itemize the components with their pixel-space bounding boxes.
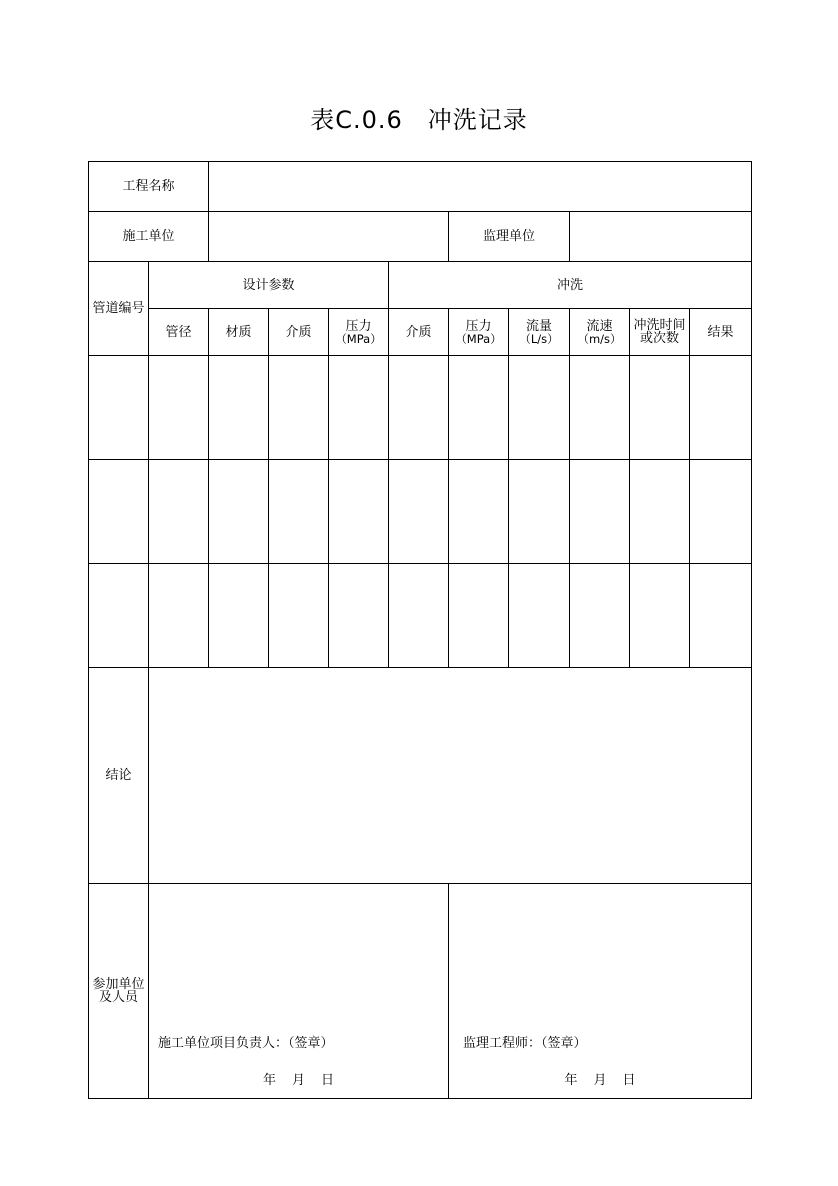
data-cell[interactable] bbox=[329, 356, 389, 460]
flush-col-medium: 介质 bbox=[389, 309, 449, 356]
flush-col-flow: 流量 （L/s） bbox=[509, 309, 570, 356]
data-cell[interactable] bbox=[89, 564, 149, 668]
construction-unit-field[interactable] bbox=[209, 212, 449, 262]
data-cell[interactable] bbox=[329, 564, 389, 668]
participants-label: 参加单位 及人员 bbox=[89, 884, 149, 1099]
data-cell[interactable] bbox=[630, 356, 690, 460]
data-cell[interactable] bbox=[89, 356, 149, 460]
data-cell[interactable] bbox=[690, 564, 752, 668]
data-cell[interactable] bbox=[570, 564, 630, 668]
data-cell[interactable] bbox=[389, 460, 449, 564]
data-cell[interactable] bbox=[449, 564, 509, 668]
pipe-no-header: 管道编号 bbox=[89, 262, 149, 356]
data-cell[interactable] bbox=[269, 564, 329, 668]
data-cell[interactable] bbox=[509, 356, 570, 460]
data-row bbox=[89, 356, 752, 460]
design-col-diameter: 管径 bbox=[149, 309, 209, 356]
data-cell[interactable] bbox=[509, 460, 570, 564]
units-row bbox=[89, 212, 752, 262]
data-cell[interactable] bbox=[329, 460, 389, 564]
project-name-field[interactable] bbox=[209, 162, 752, 212]
data-cell[interactable] bbox=[630, 564, 690, 668]
data-cell[interactable] bbox=[89, 460, 149, 564]
data-cell[interactable] bbox=[209, 460, 269, 564]
construction-signature-label: 施工单位项目负责人：（签章） bbox=[158, 1036, 334, 1051]
project-name-row bbox=[89, 162, 752, 212]
supervision-signature-date: 年 月 日 bbox=[564, 1073, 636, 1088]
data-cell[interactable] bbox=[149, 460, 209, 564]
data-row bbox=[89, 564, 752, 668]
supervision-signature-cell[interactable] bbox=[449, 884, 752, 1099]
data-cell[interactable] bbox=[269, 356, 329, 460]
data-cell[interactable] bbox=[269, 460, 329, 564]
column-header-row bbox=[89, 309, 752, 356]
construction-unit-label: 施工单位 bbox=[89, 212, 209, 262]
data-cell[interactable] bbox=[209, 356, 269, 460]
design-col-material: 材质 bbox=[209, 309, 269, 356]
construction-signature-cell[interactable] bbox=[149, 884, 449, 1099]
flush-col-pressure: 压力 （MPa） bbox=[449, 309, 509, 356]
data-cell[interactable] bbox=[570, 460, 630, 564]
data-cell[interactable] bbox=[570, 356, 630, 460]
project-name-label: 工程名称 bbox=[89, 162, 209, 212]
data-cell[interactable] bbox=[149, 356, 209, 460]
flush-col-result: 结果 bbox=[690, 309, 752, 356]
data-cell[interactable] bbox=[509, 564, 570, 668]
data-cell[interactable] bbox=[449, 356, 509, 460]
group-header-row bbox=[89, 262, 752, 309]
page-title: 表C.0.6 冲洗记录 bbox=[310, 106, 528, 134]
participants-row bbox=[89, 884, 752, 1099]
flushing-record-table bbox=[88, 161, 752, 1099]
data-cell[interactable] bbox=[209, 564, 269, 668]
data-cell[interactable] bbox=[630, 460, 690, 564]
supervision-unit-label: 监理单位 bbox=[449, 212, 570, 262]
flush-col-velocity: 流速 （m/s） bbox=[570, 309, 630, 356]
construction-signature-date: 年 月 日 bbox=[262, 1073, 335, 1088]
supervision-unit-field[interactable] bbox=[570, 212, 752, 262]
data-cell[interactable] bbox=[389, 356, 449, 460]
data-cell[interactable] bbox=[690, 356, 752, 460]
conclusion-field[interactable] bbox=[149, 668, 752, 884]
data-cell[interactable] bbox=[449, 460, 509, 564]
conclusion-row bbox=[89, 668, 752, 884]
flush-col-time: 冲洗时间 或次数 bbox=[630, 309, 690, 356]
design-col-pressure: 压力 （MPa） bbox=[329, 309, 389, 356]
conclusion-label: 结论 bbox=[89, 668, 149, 884]
data-cell[interactable] bbox=[389, 564, 449, 668]
data-row bbox=[89, 460, 752, 564]
flushing-header: 冲洗 bbox=[389, 262, 752, 309]
data-cell[interactable] bbox=[690, 460, 752, 564]
design-params-header: 设计参数 bbox=[149, 262, 389, 309]
data-cell[interactable] bbox=[149, 564, 209, 668]
design-col-medium: 介质 bbox=[269, 309, 329, 356]
supervision-signature-label: 监理工程师：（签章） bbox=[463, 1036, 587, 1051]
